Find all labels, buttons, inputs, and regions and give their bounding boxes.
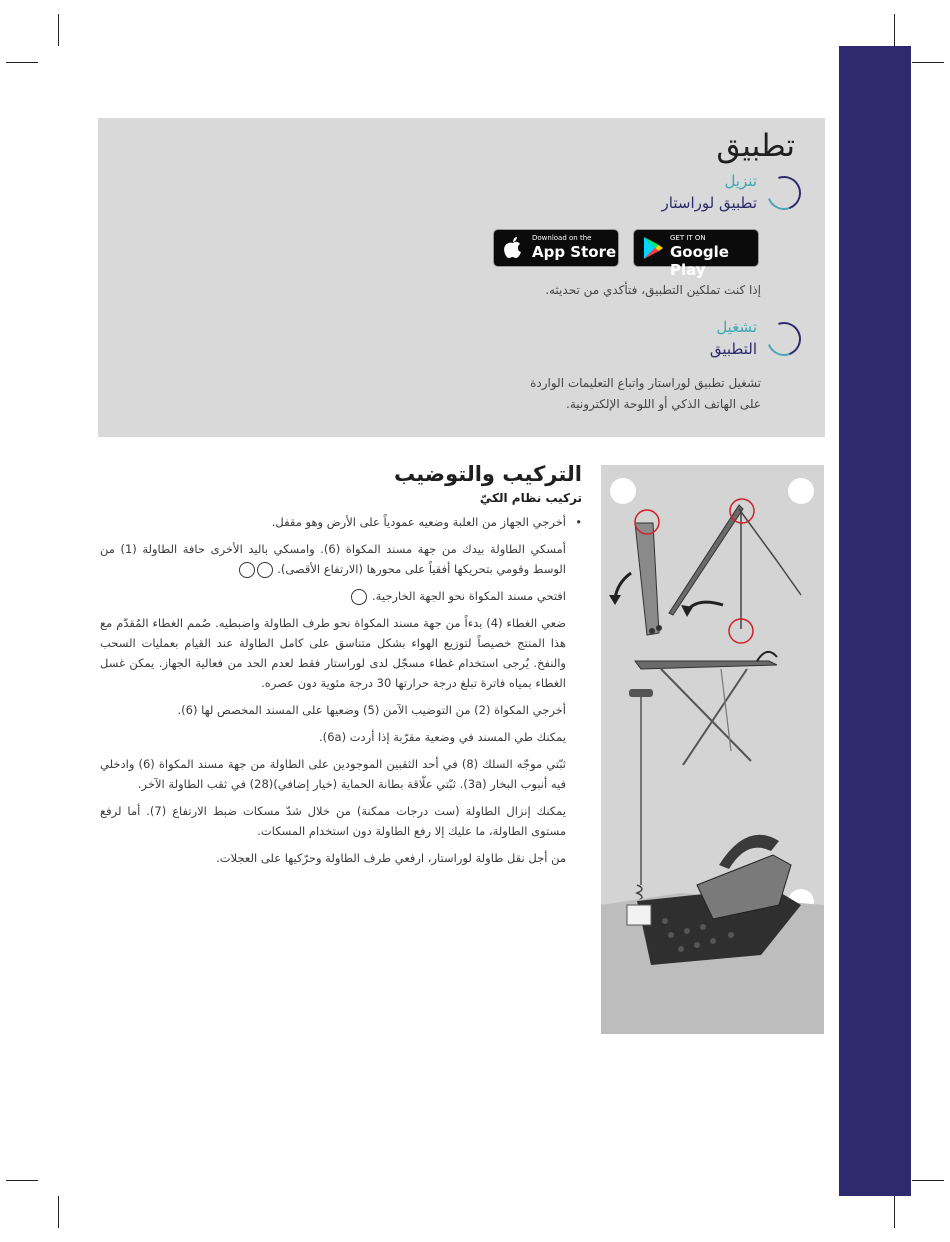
figure-reference-circle: [351, 589, 367, 605]
app-panel: [98, 118, 825, 437]
wheel: [649, 628, 655, 634]
board-leg: [721, 669, 731, 751]
crop-mark: [6, 1180, 38, 1181]
board-leg: [777, 561, 801, 595]
chapter-side-bar: [839, 46, 911, 1196]
step-circle-icon: [761, 316, 806, 361]
assembly-subtitle: تركيب نظام الكيّ: [479, 491, 582, 505]
wheel: [656, 625, 662, 631]
instruction-open-rest: [100, 586, 582, 606]
rotate-arrow: [757, 652, 777, 661]
crop-mark: [6, 62, 38, 63]
update-note: إذا كنت تملكين التطبيق، فتأكدي من تحديثه.: [545, 283, 761, 297]
instruction-height-adjust: يمكنك إنزال الطاولة (ست درجات ممكنة) من خلال شدّ مسكات ضبط الارتفاع (7). أما لرفع مستوى الطاولة، ما عليك إلا رفع الطاولة دون استخدام المسكات.: [100, 804, 567, 838]
run-note-line-2: على الهاتف الذكي أو اللوحة الإلكترونية.: [566, 397, 761, 411]
crop-mark: [894, 14, 895, 46]
instruction-iron-placement: أخرجي المكواة (2) من التوضيب الآمن (5) وضعيها على المسند المخصص لها (6).: [177, 703, 566, 717]
app-store-sub: Download on the: [532, 234, 592, 242]
instruction-unpack: • أخرجي الجهاز من العلبة وضعيه عمودياً على الأرض وهو مقفل.: [100, 512, 582, 532]
app-section-title: تطبيق: [716, 128, 795, 164]
crop-mark: [912, 1180, 944, 1181]
instruction-cable-guide: ثبّتي موجّه السلك (8) في أحد الثقبين الموجودين على الطاولة من جهة مسند المكواة (6) وادخلي فيه أنبوب البخار (3a). ثبّتي علّاقة بطانة الحماية (خيار إضافي)(28) في ثقب الطاولة الآخر.: [100, 757, 567, 791]
step-download-label: تنزيل: [724, 172, 757, 190]
run-note-line-1: تشغيل تطبيق لوراستار واتباع التعليمات الواردة: [530, 376, 761, 390]
instruction-fold-rest: يمكنك طي المسند في وضعية مقرّبة إذا أردت (6a).: [319, 730, 566, 744]
instruction-cover: ضعي الغطاء (4) بدءاً من جهة مسند المكواة نحو طرف الطاولة واضبطيه. صُمم الغطاء المُقدّم مع هذا المنتج خصيصاً لتوزيع الهواء بشكل متناسق على كامل الطاولة عند القيام بعمليات السحب والنفخ. يُرجى استخدام غطاء مسجّل لدى لوراستار فقط لعدم الحد من فعالية الجهاز. يمكن غسل الغطاء بمياه فاترة تبلغ درجة حرارتها 30 درجة مئوية دون عصره.: [100, 616, 566, 690]
step-marker-circle: [788, 478, 814, 504]
crop-mark: [58, 1196, 59, 1228]
assembly-instructions: [100, 512, 582, 875]
instruction-open-rest-text: افتحي مسند المكواة نحو الجهة الخارجية.: [372, 589, 566, 603]
google-play-sub: GET IT ON: [670, 234, 706, 242]
figure-reference-circle: [257, 562, 273, 578]
cable-guide-handle: [629, 689, 653, 697]
instruction-hold-table-text: أمسكي الطاولة بيدك من جهة مسند المكواة (6). وامسكي باليد الأخرى حافة الطاولة (1) من الوسط وقومي بتحريكها أفقياً على محورها (الارتفاع الأقصى).: [100, 542, 566, 576]
instruction-transport: من أجل نقل طاولة لوراستار، ارفعي طرف الطاولة وحرّكيها على العجلات.: [216, 851, 566, 865]
assembly-illustration: [601, 465, 824, 1034]
step-circle-icon: [761, 170, 806, 215]
ironing-board-illustration: [601, 465, 824, 1034]
board-leg: [739, 509, 777, 561]
opened-board: [635, 661, 777, 669]
board-leg: [683, 669, 747, 765]
google-play-badge[interactable]: [633, 229, 759, 279]
apple-icon: [503, 236, 523, 260]
google-play-main: Google Play: [670, 243, 729, 279]
assembly-title: التركيب والتوضيب: [393, 462, 582, 486]
google-play-icon: [642, 236, 664, 260]
step-download-app-name: تطبيق لوراستار: [661, 194, 757, 212]
app-store-badge[interactable]: [493, 229, 619, 267]
crop-mark: [912, 62, 944, 63]
rotate-arrow: [687, 602, 723, 611]
cable-connector: [627, 905, 651, 925]
crop-mark: [58, 14, 59, 46]
tilting-board: [669, 505, 743, 615]
figure-reference-circle: [239, 562, 255, 578]
crop-mark: [894, 1196, 895, 1228]
step-run-app-word: التطبيق: [709, 340, 757, 358]
step-marker-circle: [610, 478, 636, 504]
folded-board: [635, 523, 659, 635]
instruction-hold-table: [100, 539, 582, 579]
step-run-label: تشغيل: [716, 318, 757, 336]
app-store-main: App Store: [532, 243, 617, 261]
